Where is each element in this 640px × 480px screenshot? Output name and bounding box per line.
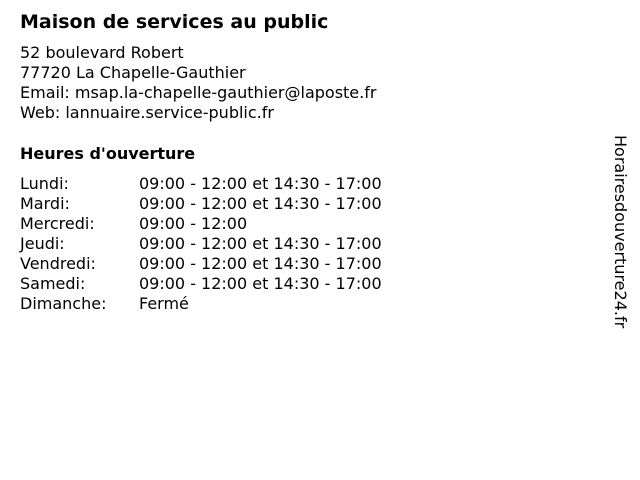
web-line: Web: lannuaire.service-public.fr — [20, 103, 274, 122]
info-card — [20, 10, 580, 314]
day-label: Dimanche: — [20, 294, 107, 313]
hours-row-wednesday — [20, 214, 580, 234]
hours-heading: Heures d'ouverture — [20, 144, 196, 163]
address-street: 52 boulevard Robert — [20, 43, 184, 62]
hours-row-monday — [20, 174, 580, 194]
day-label: Vendredi: — [20, 254, 96, 273]
day-hours: 09:00 - 12:00 et 14:30 - 17:00 — [139, 274, 382, 293]
day-label: Mardi: — [20, 194, 70, 213]
hours-row-tuesday — [20, 194, 580, 214]
day-label: Lundi: — [20, 174, 69, 193]
day-hours: 09:00 - 12:00 et 14:30 - 17:00 — [139, 194, 382, 213]
address-city: 77720 La Chapelle-Gauthier — [20, 63, 246, 82]
day-label: Samedi: — [20, 274, 86, 293]
day-hours: 09:00 - 12:00 et 14:30 - 17:00 — [139, 174, 382, 193]
day-hours: Fermé — [139, 294, 189, 313]
hours-row-friday — [20, 254, 580, 274]
hours-row-saturday — [20, 274, 580, 294]
contact-block — [20, 43, 580, 123]
day-label: Jeudi: — [20, 234, 65, 253]
email-line: Email: msap.la-chapelle-gauthier@laposte.fr — [20, 83, 377, 102]
page-title: Maison de services au public — [20, 11, 329, 33]
hours-row-sunday — [20, 294, 580, 314]
site-watermark: Horairesdouverture24.fr — [611, 135, 630, 329]
day-hours: 09:00 - 12:00 — [139, 214, 248, 233]
day-label: Mercredi: — [20, 214, 95, 233]
day-hours: 09:00 - 12:00 et 14:30 - 17:00 — [139, 234, 382, 253]
hours-table — [20, 174, 580, 314]
day-hours: 09:00 - 12:00 et 14:30 - 17:00 — [139, 254, 382, 273]
hours-row-thursday — [20, 234, 580, 254]
